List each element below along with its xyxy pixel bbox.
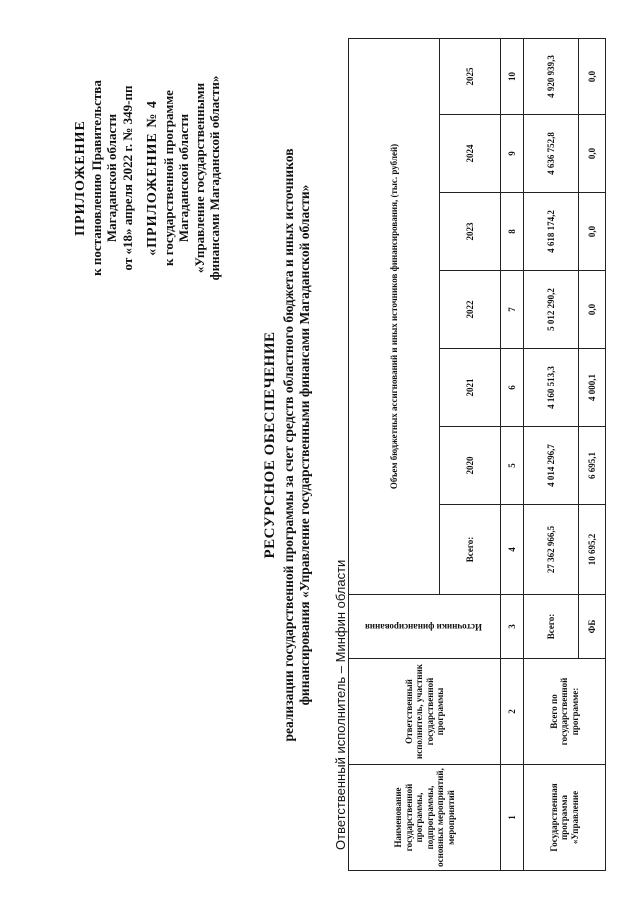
- appendix-block: [73, 23, 223, 333]
- appendix-line: к постановлению Правительства: [88, 80, 104, 276]
- appendix-line: «Управление государственными: [191, 82, 207, 274]
- header-source-label: Источники финансирования: [364, 621, 482, 632]
- cell-value: 4 000,1: [579, 349, 606, 427]
- header-year: 2025: [440, 38, 501, 114]
- header-volume: Объем бюджетных ассигнований и иных источников финансирования, (тыс. рублей): [349, 38, 440, 594]
- row-source: Всего:: [524, 595, 579, 659]
- cell-value: 4 618 174,2: [524, 193, 579, 271]
- column-number: 4: [501, 505, 524, 595]
- header-year: 2024: [440, 115, 501, 193]
- appendix-heading: ПРИЛОЖЕНИЕ: [73, 120, 88, 236]
- header-source: [349, 595, 501, 659]
- header-year: 2022: [440, 271, 501, 349]
- cell-value: 6 695,1: [579, 427, 606, 505]
- row-program-name: Государственная программа «Управление: [524, 765, 606, 871]
- resource-table: [348, 38, 606, 871]
- column-number: 10: [501, 38, 524, 114]
- document-title: [262, 65, 313, 825]
- title-main: РЕСУРСНОЕ ОБЕСПЕЧЕНИЕ: [262, 331, 278, 559]
- column-number: 7: [501, 271, 524, 349]
- row-source: ФБ: [579, 595, 606, 659]
- title-subtitle-1: реализации государственной программы за счет средств областного бюджета и иных источников: [281, 148, 296, 742]
- appendix-line: финансами Магаданской области»: [207, 75, 222, 281]
- column-number: 8: [501, 193, 524, 271]
- header-total: Всего:: [440, 505, 501, 595]
- cell-value: 10 695,2: [579, 505, 606, 595]
- cell-value: 4 014 296,7: [524, 427, 579, 505]
- appendix-line: Магаданской области: [104, 113, 119, 243]
- title-subtitle-2: финансирования «Управление государственными финансами Магаданской области»: [297, 184, 312, 706]
- cell-value: 0,0: [579, 193, 606, 271]
- header-executor: Ответственный исполнитель, участник государственной программы: [349, 659, 501, 765]
- header-program-name: Наименование государственной программы, подпрограммы, основных мероприятий, мероприятий: [349, 765, 501, 871]
- column-number: 1: [501, 765, 524, 871]
- column-number: 2: [501, 659, 524, 765]
- appendix-date: от «18» апреля 2022 г. № 349-пп: [119, 85, 135, 271]
- cell-value: 5 012 290,2: [524, 271, 579, 349]
- column-number: 9: [501, 115, 524, 193]
- cell-value: 4 920 939,3: [524, 38, 579, 114]
- cell-value: 27 362 966,5: [524, 505, 579, 595]
- cell-value: 0,0: [579, 115, 606, 193]
- cell-value: 0,0: [579, 271, 606, 349]
- row-executor: Всего по государственной программе:: [524, 659, 606, 765]
- appendix-line: Магаданской области: [176, 113, 191, 243]
- cell-value: 4 636 752,8: [524, 115, 579, 193]
- cell-value: 4 160 513,3: [524, 349, 579, 427]
- column-number: 6: [501, 349, 524, 427]
- header-year: 2020: [440, 427, 501, 505]
- appendix-line: к государственной программе: [160, 90, 176, 266]
- appendix-subheading: «ПРИЛОЖЕНИЕ № 4: [145, 100, 160, 256]
- table-row: [524, 38, 579, 870]
- header-year: 2021: [440, 349, 501, 427]
- header-year: 2023: [440, 193, 501, 271]
- responsible-executor: Ответственный исполнитель – Минфин области: [333, 559, 348, 850]
- column-number: 3: [501, 595, 524, 659]
- column-number: 5: [501, 427, 524, 505]
- cell-value: 0,0: [579, 38, 606, 114]
